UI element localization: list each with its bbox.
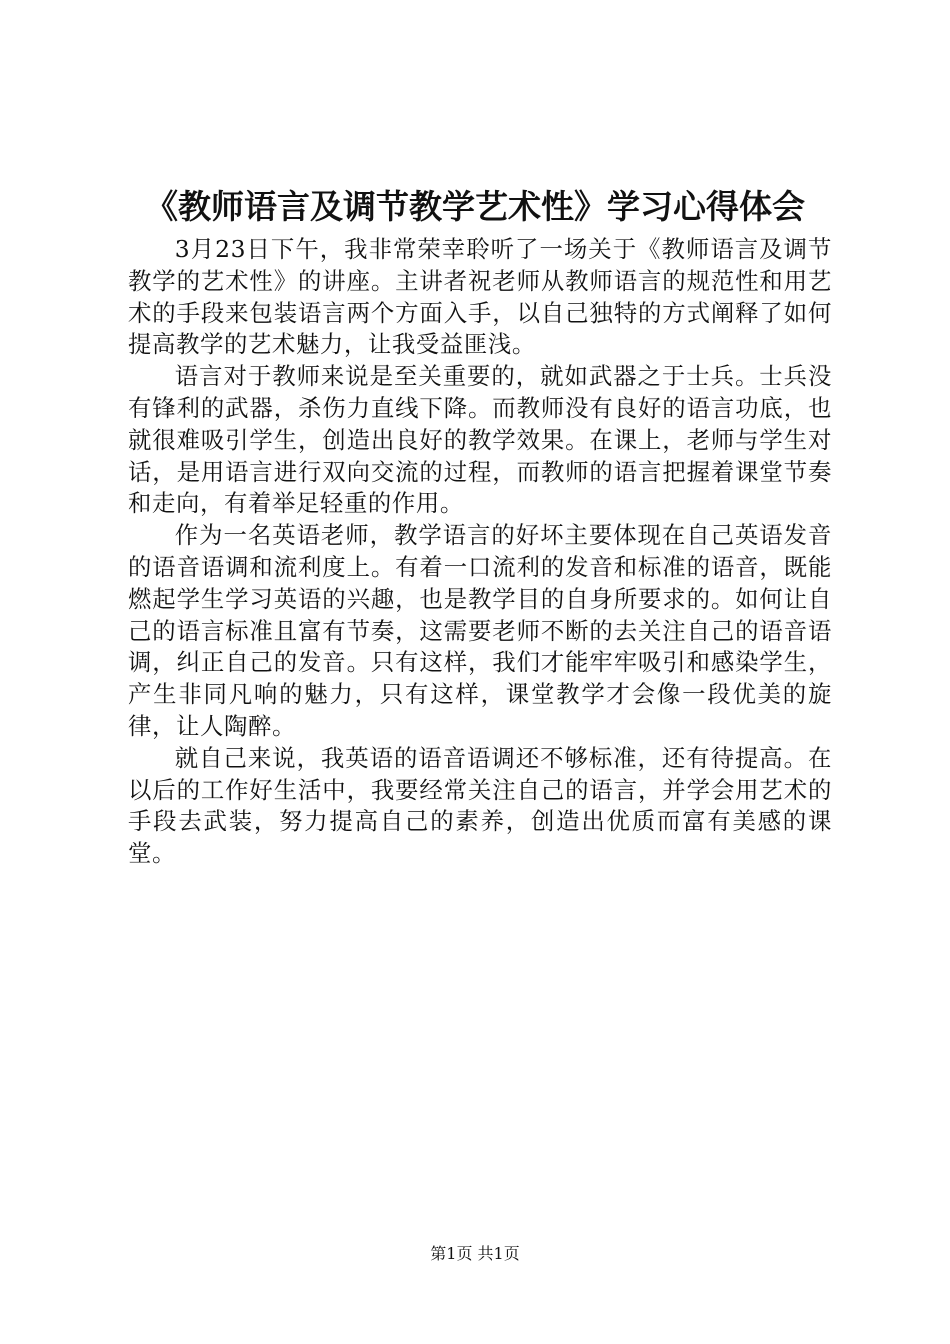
paragraph-4: 就自己来说，我英语的语音语调还不够标准，还有待提高。在以后的工作好生活中，我要经常关注自己的语言，并学会用艺术的手段去武装，努力提高自己的素养，创造出优质而富有美感的课堂。 [128, 743, 832, 868]
paragraph-3: 作为一名英语老师，教学语言的好坏主要体现在自己英语发音的语音语调和流利度上。有着一口流利的发音和标准的语音，既能燃起学生学习英语的兴趣，也是教学目的自身所要求的。如何让自己的语言标准且富有节奏，这需要老师不断的去关注自己的语音语调，纠正自己的发音。只有这样，我们才能牢牢吸引和感染学生，产生非同凡响的魅力，只有这样，课堂教学才会像一段优美的旋律，让人陶醉。 [128, 521, 832, 740]
document-body [128, 234, 832, 870]
paragraph-1: 3月23日下午，我非常荣幸聆听了一场关于《教师语言及调节教学的艺术性》的讲座。主讲者祝老师从教师语言的规范性和用艺术的手段来包装语言两个方面入手，以自己独特的方式阐释了如何提高教学的艺术魅力，让我受益匪浅。 [128, 235, 832, 359]
page-number-footer: 第1页 共1页 [430, 1244, 520, 1263]
paragraph-2: 语言对于教师来说是至关重要的，就如武器之于士兵。士兵没有锋利的武器，杀伤力直线下降。而教师没有良好的语言功底，也就很难吸引学生，创造出良好的教学效果。在课上，老师与学生对话，是用语言进行双向交流的过程，而教师的语言把握着课堂节奏和走向，有着举足轻重的作用。 [128, 362, 832, 518]
document-title: 《教师语言及调节教学艺术性》学习心得体会 [145, 187, 805, 226]
